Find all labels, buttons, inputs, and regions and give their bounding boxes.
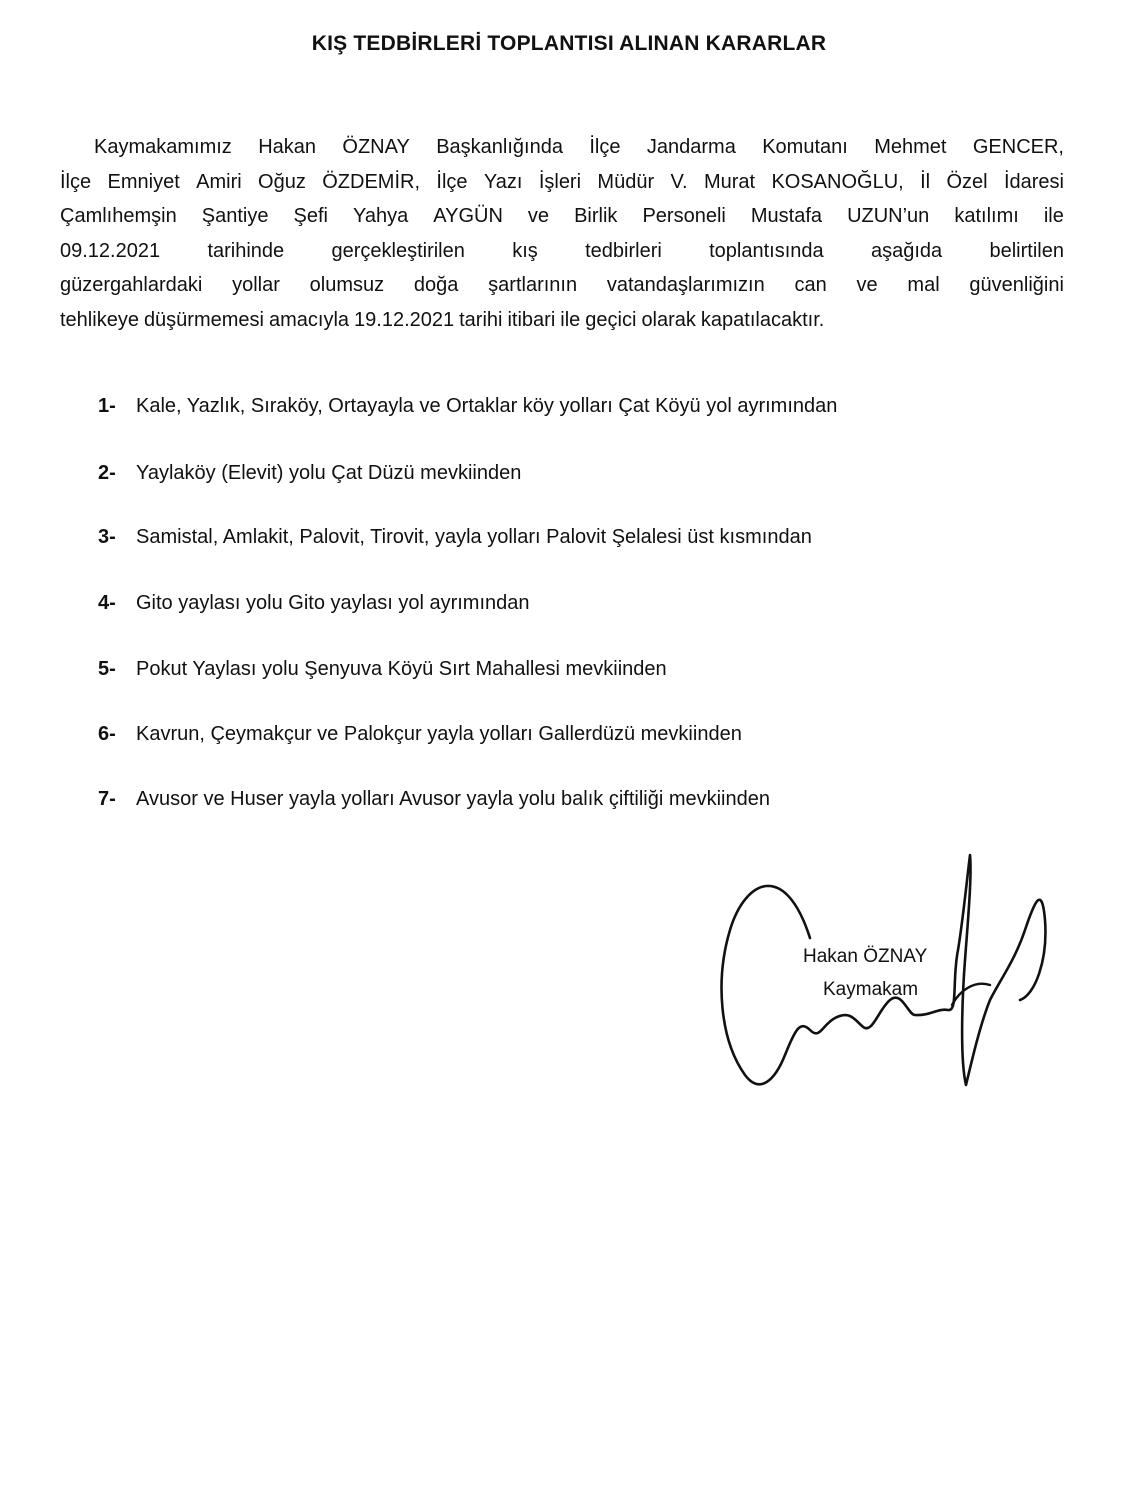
paragraph-line xyxy=(60,303,1064,338)
paragraph-word: Mehmet xyxy=(874,136,947,158)
paragraph-word: olumsuz xyxy=(309,274,385,296)
paragraph-word: gerçekleştirilen xyxy=(331,239,465,262)
list-item xyxy=(98,395,837,418)
paragraph-word: Müdür xyxy=(597,170,655,193)
paragraph-word: UZUN’un xyxy=(847,205,930,227)
paragraph-word: ve xyxy=(856,274,878,296)
paragraph-word: tedbirleri xyxy=(585,239,662,262)
paragraph-word: toplantısında xyxy=(709,239,824,262)
signatory-title: Kaymakam xyxy=(823,979,919,1000)
paragraph-word: Mustafa xyxy=(750,205,823,227)
paragraph-word: aşağıda xyxy=(870,239,943,262)
paragraph-word: ile xyxy=(560,308,581,331)
list-item-number: 5- xyxy=(98,658,116,680)
document-title: KIŞ TEDBİRLERİ TOPLANTISI ALINAN KARARLAR xyxy=(311,32,827,55)
paragraph-word: güzergahlardaki xyxy=(60,274,203,296)
list-item xyxy=(98,462,521,485)
list-item-text: Kale, Yazlık, Sıraköy, Ortayayla ve Ortaklar köy yolları Çat Köyü yol ayrımından xyxy=(136,395,838,417)
paragraph-word: Özel xyxy=(946,170,988,193)
paragraph-word: İl xyxy=(920,170,931,193)
list-item-number: 4- xyxy=(98,592,116,614)
paragraph-word: Şefi xyxy=(293,205,328,227)
paragraph-word: can xyxy=(794,274,827,296)
paragraph-word: 09.12.2021 xyxy=(60,239,161,262)
list-item-text: Pokut Yaylası yolu Şenyuva Köyü Sırt Mahallesi mevkiinden xyxy=(136,658,667,680)
paragraph-word: Şantiye xyxy=(201,205,269,227)
list-item-text: Yaylaköy (Elevit) yolu Çat Düzü mevkiinden xyxy=(136,462,522,484)
paragraph-word: olarak xyxy=(641,308,696,331)
list-item-number: 1- xyxy=(98,395,116,417)
paragraph-word: Kaymakamımız xyxy=(94,136,232,158)
list-item xyxy=(98,658,667,681)
paragraph-word: kapatılacaktır. xyxy=(700,308,825,331)
paragraph-word: tarihi xyxy=(459,308,503,331)
handwritten-signature xyxy=(690,840,1070,1100)
list-item xyxy=(98,592,530,615)
paragraph-word: İlçe xyxy=(436,170,468,193)
paragraph-line xyxy=(60,234,1064,269)
paragraph-word: güvenliğini xyxy=(969,274,1064,296)
intro-paragraph xyxy=(60,130,1064,337)
paragraph-word: Amiri xyxy=(196,170,242,193)
list-item-text: Samistal, Amlakit, Palovit, Tirovit, yayla yolları Palovit Şelalesi üst kısmından xyxy=(136,526,812,548)
paragraph-word: Çamlıhemşin xyxy=(60,205,177,227)
paragraph-word: AYGÜN xyxy=(433,205,503,227)
paragraph-word: Başkanlığında xyxy=(436,136,563,158)
paragraph-word: tehlikeye xyxy=(60,308,139,331)
list-item-number: 3- xyxy=(98,526,116,548)
paragraph-word: İşleri xyxy=(538,170,582,193)
paragraph-word: belirtilen xyxy=(989,239,1064,262)
paragraph-word: kış xyxy=(512,239,538,262)
paragraph-word: Personeli xyxy=(642,205,726,227)
list-item xyxy=(98,788,770,811)
paragraph-word: V. xyxy=(670,170,688,193)
paragraph-word: Yazı xyxy=(483,170,523,193)
list-item-text: Kavrun, Çeymakçur ve Palokçur yayla yolları Gallerdüzü mevkiinden xyxy=(136,723,742,745)
list-item xyxy=(98,526,812,549)
paragraph-line xyxy=(60,199,1064,234)
paragraph-word: KOSANOĞLU, xyxy=(771,170,904,193)
list-item-number: 7- xyxy=(98,788,116,810)
list-item-number: 6- xyxy=(98,723,116,745)
paragraph-word: doğa xyxy=(413,274,459,296)
list-item xyxy=(98,723,742,746)
paragraph-word: ile xyxy=(1043,205,1064,227)
list-item-text: Avusor ve Huser yayla yolları Avusor yayla yolu balık çiftiliği mevkiinden xyxy=(136,788,770,810)
paragraph-word: Emniyet xyxy=(107,170,180,193)
paragraph-word: ÖZDEMİR, xyxy=(322,170,421,193)
paragraph-word: Jandarma xyxy=(646,136,736,158)
paragraph-word: İlçe xyxy=(589,136,621,158)
paragraph-word: itibari xyxy=(507,308,556,331)
paragraph-word: mal xyxy=(907,274,940,296)
paragraph-word: Komutanı xyxy=(762,136,848,158)
paragraph-word: Hakan xyxy=(258,136,317,158)
paragraph-word: ve xyxy=(527,205,550,227)
list-item-text: Gito yaylası yolu Gito yaylası yol ayrımından xyxy=(136,592,530,614)
paragraph-word: düşürmemesi xyxy=(143,308,264,331)
paragraph-word: Yahya xyxy=(352,205,409,227)
paragraph-word: yollar xyxy=(232,274,280,296)
paragraph-word: vatandaşlarımızın xyxy=(606,274,765,296)
paragraph-line xyxy=(60,130,1064,165)
paragraph-word: tarihinde xyxy=(207,239,285,262)
paragraph-line xyxy=(60,268,1064,303)
paragraph-word: şartlarının xyxy=(488,274,578,296)
paragraph-word: İdaresi xyxy=(1003,170,1064,193)
paragraph-word: Oğuz xyxy=(258,170,306,193)
signatory-name: Hakan ÖZNAY xyxy=(803,946,928,967)
paragraph-word: 19.12.2021 xyxy=(354,308,455,331)
paragraph-word: amacıyla xyxy=(268,308,350,331)
paragraph-word: Murat xyxy=(703,170,756,193)
list-item-number: 2- xyxy=(98,462,116,484)
paragraph-word: ÖZNAY xyxy=(342,136,410,158)
paragraph-word: Birlik xyxy=(574,205,618,227)
paragraph-word: geçici xyxy=(585,308,637,331)
paragraph-word: İlçe xyxy=(60,170,92,193)
paragraph-word: GENCER, xyxy=(972,136,1064,158)
paragraph-line xyxy=(60,165,1064,200)
paragraph-word: katılımı xyxy=(954,205,1019,227)
